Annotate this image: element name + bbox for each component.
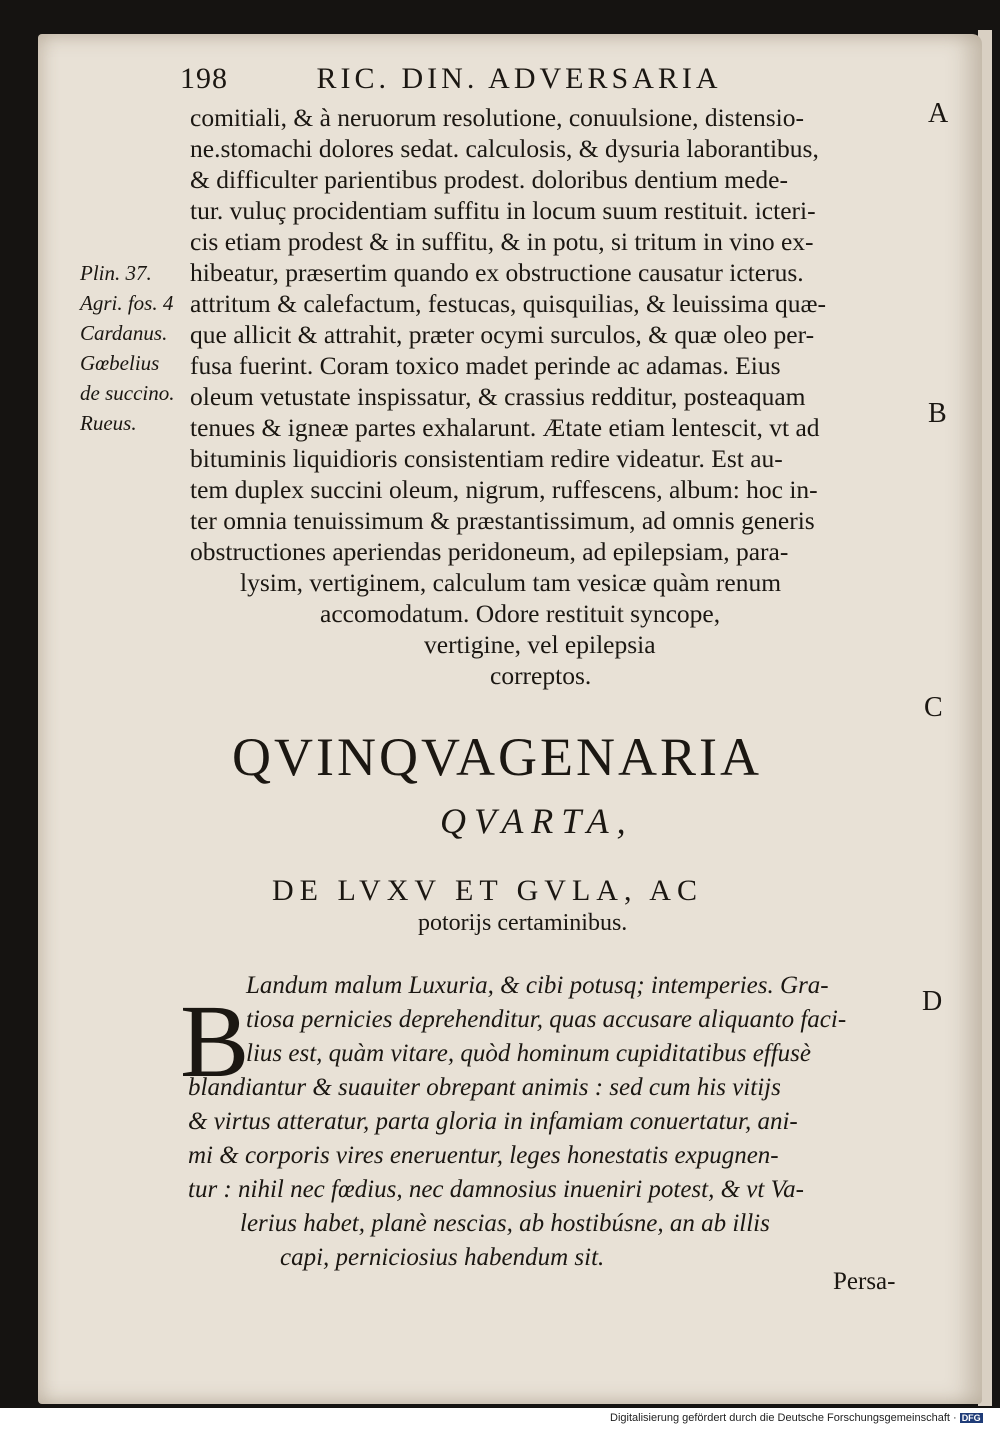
marginal-note: Agri. fos. 4 <box>80 291 174 315</box>
text-line: fusa fuerint. Coram toxico madet perinde ac adamas. Eius <box>190 351 781 380</box>
drop-cap: B <box>180 984 250 1099</box>
text-line: tenues & igneæ partes exhalarunt. Ætate etiam lentescit, vt ad <box>190 413 820 442</box>
footer-text: Digitalisierung gefördert durch die Deutsche Forschungsgemeinschaft · <box>610 1412 957 1424</box>
marginal-note: Plin. 37. <box>80 261 152 285</box>
marginal-note: Cardanus. <box>80 321 168 345</box>
text-line: lerius habet, planè nescias, ab hostibúsne, an ab illis <box>240 1210 770 1237</box>
text-line: que allicit & attrahit, præter ocymi surculos, & quæ oleo per- <box>190 320 815 349</box>
chapter-subheading: QVARTA, <box>440 801 634 841</box>
text-line: tur. vuluç procidentiam suffitu in locum suum restituit. icteri- <box>190 196 816 225</box>
text-line: capi, perniciosius habendum sit. <box>280 1244 605 1271</box>
section-letter-c: C <box>924 692 943 723</box>
section-letter-a: A <box>928 98 949 129</box>
text-line: & difficulter parientibus prodest. doloribus dentium mede- <box>190 165 788 194</box>
text-line: accomodatum. Odore restituit syncope, <box>320 599 721 628</box>
text-line: tiosa pernicies deprehenditur, quas accusare aliquanto faci- <box>246 1006 847 1033</box>
text-line: obstructiones aperiendas peridoneum, ad epilepsiam, para- <box>190 537 789 566</box>
text-line: comitiali, & à neruorum resolutione, conuulsione, distensio- <box>190 103 805 132</box>
digitization-footer <box>610 1412 983 1424</box>
text-line: tem duplex succini oleum, nigrum, ruffescens, album: hoc in- <box>190 475 818 504</box>
text-line: lius est, quàm vitare, quòd hominum cupiditatibus effusè <box>246 1040 812 1067</box>
text-line: cis etiam prodest & in suffitu, & in potu, si tritum in vino ex- <box>190 227 814 256</box>
text-line: hibeatur, præsertim quando ex obstructione causatur icterus. <box>190 258 804 287</box>
section-letter-d: D <box>922 986 943 1017</box>
text-line: mi & corporis vires eneruentur, leges honestatis expugnen- <box>188 1142 779 1169</box>
marginal-notes <box>80 258 174 438</box>
catchword: Persa- <box>833 1268 896 1295</box>
text-line: bituminis liquidioris consistentiam redire videatur. Est au- <box>190 444 783 473</box>
dfg-logo: DFG <box>961 1413 981 1423</box>
text-line: Landum malum Luxuria, & cibi potusq; intemperies. Gra- <box>246 972 829 999</box>
text-line: correptos. <box>490 661 592 690</box>
marginal-note: Gœbelius <box>80 351 160 375</box>
text-line: vertigine, vel epilepsia <box>424 630 656 659</box>
page-number: 198 <box>180 62 228 95</box>
section-letter-b: B <box>928 398 947 429</box>
text-line: ter omnia tenuissimum & præstantissimum, ad omnis generis <box>190 506 815 535</box>
marginal-note: de succino. <box>80 381 175 405</box>
text-line: & virtus atteratur, parta gloria in infamiam conuertatur, ani- <box>188 1108 798 1135</box>
text-line: blandiantur & suauiter obrepant animis : sed cum his vitijs <box>188 1074 781 1101</box>
chapter-heading: QVINQVAGENARIA <box>232 727 762 787</box>
running-header <box>180 62 722 96</box>
running-title: RIC. DIN. ADVERSARIA <box>316 62 722 95</box>
text-line: attritum & calefactum, festucas, quisquilias, & leuissima quæ- <box>190 289 826 318</box>
text-line: oleum vetustate inspissatur, & crassius redditur, posteaquam <box>190 382 806 411</box>
text-line: lysim, vertiginem, calculum tam vesicæ quàm renum <box>240 568 782 597</box>
chapter-title-continued: potorijs certaminibus. <box>418 910 628 936</box>
text-line: tur : nihil nec fœdius, nec damnosius inueniri potest, & vt Va- <box>188 1176 804 1203</box>
text-line: ne.stomachi dolores sedat. calculosis, & dysuria laborantibus, <box>190 134 819 163</box>
chapter-title: DE LVXV ET GVLA, AC <box>272 874 703 907</box>
marginal-note: Rueus. <box>80 411 137 435</box>
